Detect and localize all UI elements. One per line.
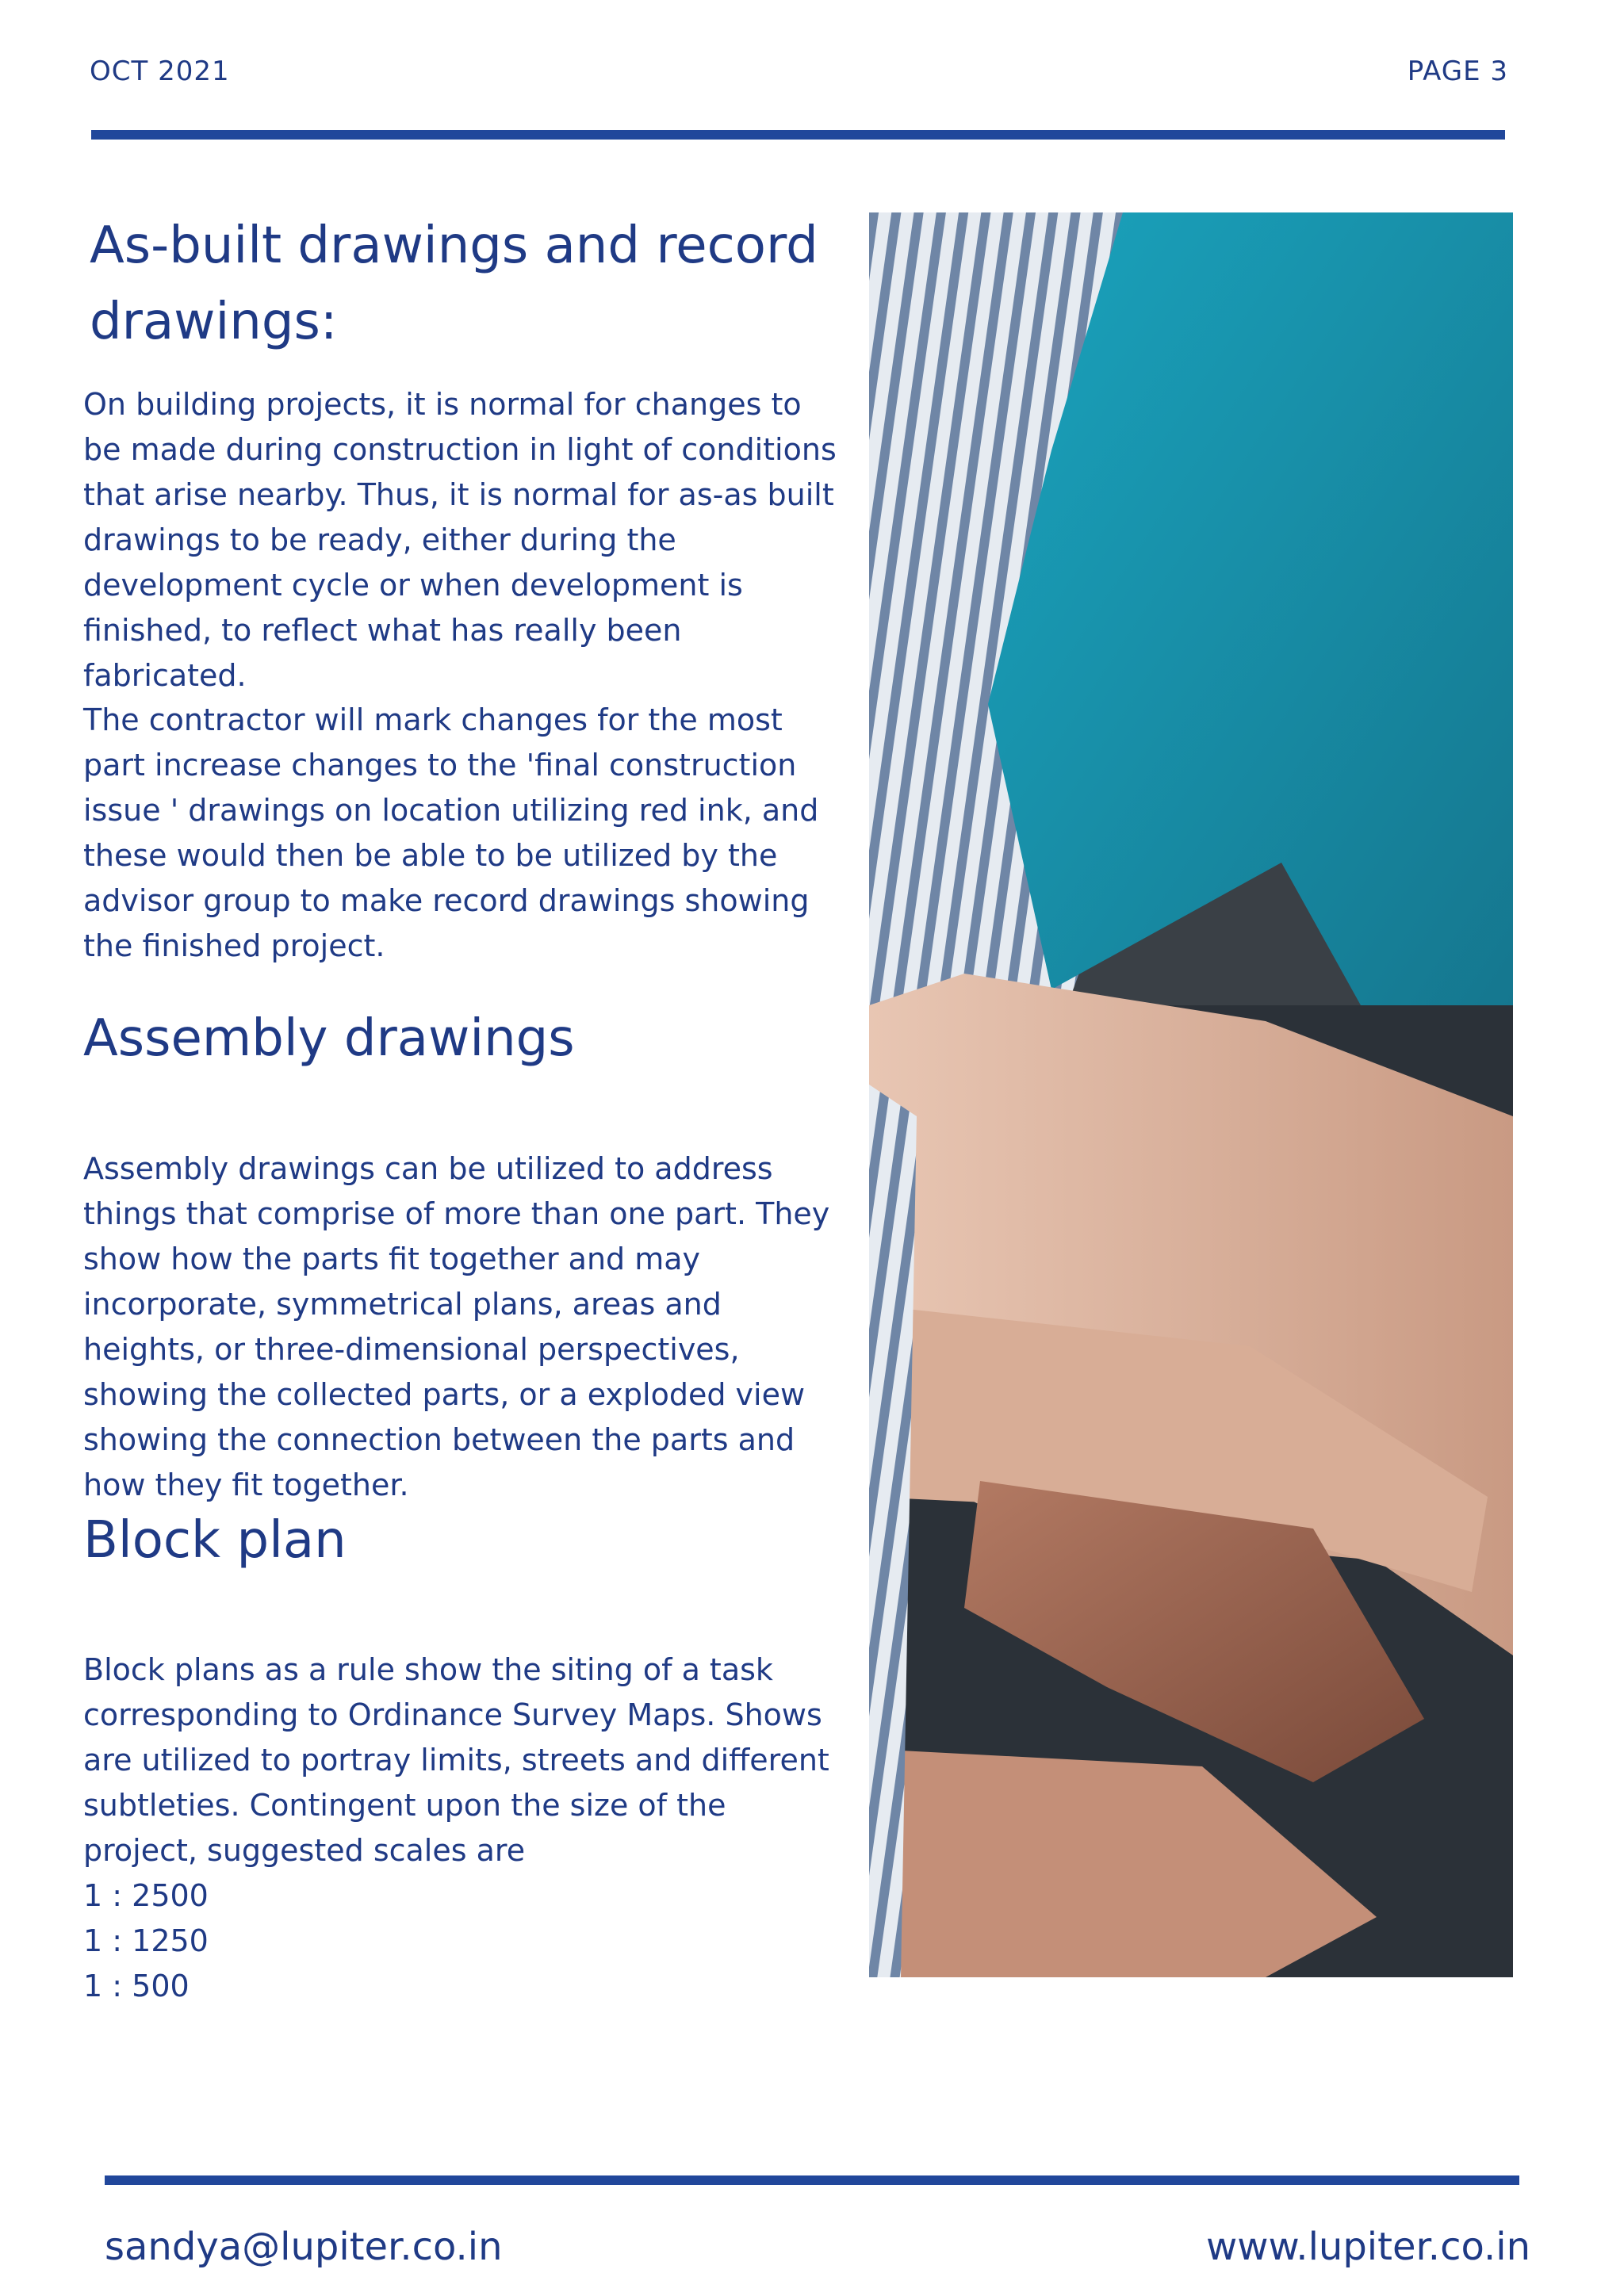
- paragraph-block-plan: Block plans as a rule show the siting of a task corresponding to Ordinance Survey Maps. Shows are utilized to portray limits, streets and different subtleties. Contingent upon the size of the project, suggested scales are: [83, 1652, 829, 1868]
- section-heading-block-plan: Block plan: [83, 1511, 347, 1570]
- top-divider: [91, 130, 1505, 140]
- header-page-number: PAGE 3: [1407, 55, 1508, 87]
- footer-website[interactable]: www.lupiter.co.in: [1205, 2225, 1530, 2269]
- scale-item: 1 : 1250: [83, 1923, 209, 1958]
- scale-list: [83, 1873, 209, 2009]
- header-date: OCT 2021: [90, 55, 230, 87]
- footer-email[interactable]: sandya@lupiter.co.in: [105, 2225, 503, 2269]
- section-heading-as-built: As-built drawings and record drawings:: [90, 216, 818, 351]
- teamwork-hands-photo: [869, 212, 1513, 1977]
- section-heading-assembly: Assembly drawings: [83, 1009, 575, 1068]
- paragraph-as-built-1: On building projects, it is normal for changes to be made during construction in light of conditions that arise nearby. Thus, it is normal for as-as built drawings to be ready, either during the development cycle or when development is finished, to reflect what has really been fabricated.: [83, 387, 837, 693]
- paragraph-assembly: Assembly drawings can be utilized to address things that comprise of more than one part. They show how the parts fit together and may incorporate, symmetrical plans, areas and heights, or three-dimensional perspectives, showing the collected parts, or a exploded view showing the connection between the parts and how they fit together.: [83, 1151, 830, 1502]
- bottom-divider: [105, 2175, 1519, 2185]
- paragraph-as-built-2: The contractor will mark changes for the most part increase changes to the 'final construction issue ' drawings on location utilizing red ink, and these would then be able to be utilized by the advisor group to make record drawings showing the finished project.: [83, 702, 819, 963]
- scale-item: 1 : 2500: [83, 1878, 209, 1913]
- scale-item: 1 : 500: [83, 1969, 190, 2003]
